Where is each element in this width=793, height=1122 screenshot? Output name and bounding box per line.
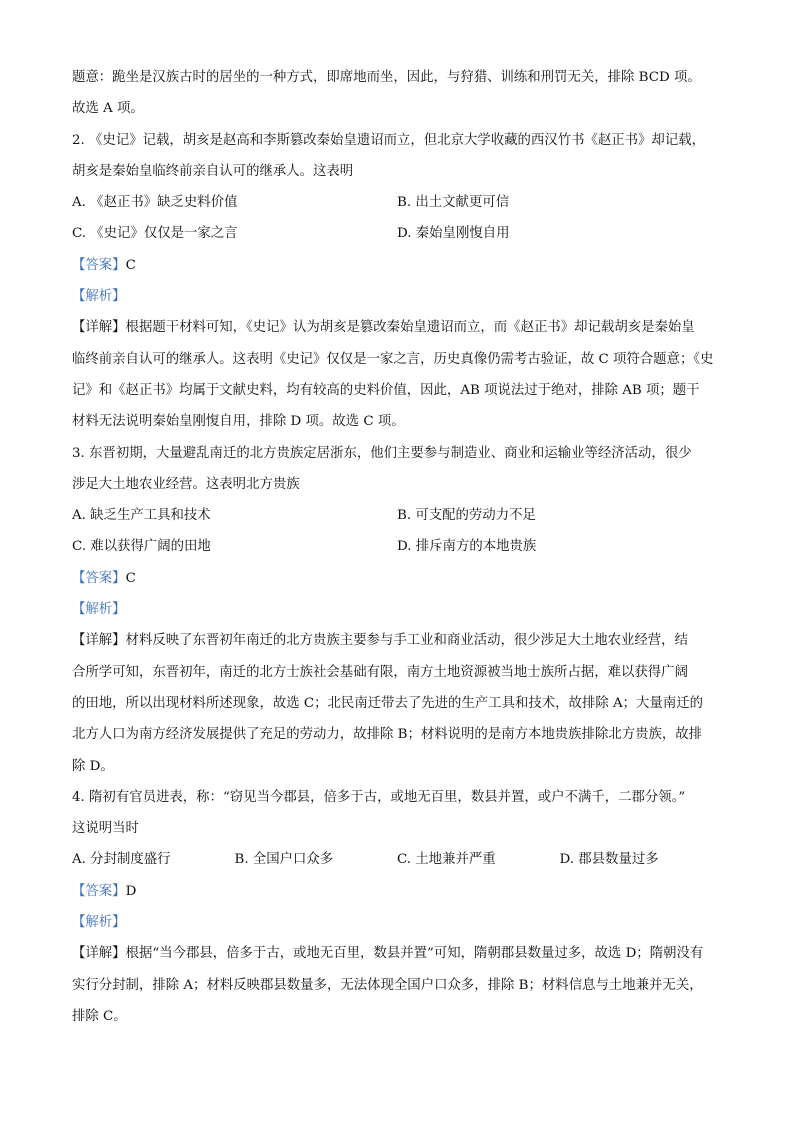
detail-line: 记》和《赵正书》均属于文献史料，均有较高的史料价值，因此，AB 项说法过于绝对，排除 AB 项；题干 [72,382,700,398]
analysis-line [72,281,722,312]
option-a: A. 缺乏生产工具和技术 [72,508,211,524]
option-row [72,844,722,875]
intro-line: 题意：跪坐是汉族古时的居坐的一种方式，即席地而坐，因此，与狩猎、训练和刑罚无关，排除 BCD 项。 [72,70,701,85]
answer-line [72,563,722,594]
option-a: A. 《赵正书》缺乏史料价值 [72,195,238,211]
option-b: B. 可支配的劳动力不足 [397,508,536,524]
question-4 [72,782,722,1032]
option-d: D. 郡县数量过多 [559,852,659,868]
analysis-tag: 【解析】 [72,602,126,618]
answer-tag: 【答案】 [72,570,126,586]
option-c: C. 土地兼并严重 [397,852,496,868]
option-row [72,218,722,249]
question-stem-line: 4. 隋初有官员进表，称：“窃见当今郡县，倍多于古，或地无百里，数县并置，或户不满千，二郡分领。” [72,789,686,805]
detail-line: 除 D。 [72,758,114,774]
detail-line: 实行分封制，排除 A；材料反映郡县数量多，无法体现全国户口众多，排除 B；材料信息与土地兼并无关， [72,977,703,993]
question-stem-line: 3. 东晋初期，大量避乱南迁的北方贵族定居浙东，他们主要参与制造业、商业和运输业等经济活动，很少 [72,445,692,461]
option-row [72,500,722,531]
option-a: A. 分封制度盛行 [72,852,171,868]
detail-line: 【详解】根据题干材料可知，《史记》认为胡亥是篡改秦始皇遗诏而立，而《赵正书》却记载胡亥是秦始皇 [72,320,695,336]
option-row [72,187,722,218]
question-3 [72,438,722,782]
analysis-line [72,907,722,938]
detail-line: 材料无法说明秦始皇刚愎自用，排除 D 项。故选 C 项。 [72,414,405,430]
detail-line: 【详解】根据“当今郡县，倍多于古，或地无百里，数县并置”可知，隋朝郡县数量过多，故选 D；隋朝没有 [72,946,704,962]
option-d: D. 秦始皇刚愎自用 [397,226,510,242]
option-c: C. 《史记》仅仅是一家之言 [72,226,238,242]
document-page [72,62,722,1032]
question-2 [72,125,722,438]
option-b: B. 全国户口众多 [234,852,334,868]
option-d: D. 排斥南方的本地贵族 [397,539,537,555]
answer-value: C [125,257,136,273]
detail-line: 合所学可知，东晋初年，南迁的北方士族社会基础有限，南方土地资源被当地士族所占据，难以获得广阔 [72,664,688,680]
intro-section [72,62,722,125]
intro-line: 故选 A 项。 [72,101,144,117]
answer-value: C [125,570,136,586]
detail-line: 排除 C。 [72,1008,127,1024]
analysis-tag: 【解析】 [72,289,126,305]
option-c: C. 难以获得广阔的田地 [72,539,211,555]
option-b: B. 出土文献更可信 [397,195,510,211]
question-stem-line: 涉足大土地农业经营。这表明北方贵族 [72,476,300,492]
detail-line: 的田地，所以出现材料所述现象，故选 C；北民南迁带去了先进的生产工具和技术，故排除 A；大量南迁的 [72,695,704,711]
question-stem-line: 2. 《史记》记载，胡亥是赵高和李斯篡改秦始皇遗诏而立，但北京大学收藏的西汉竹书《赵正书》却记载， [72,132,705,148]
analysis-tag: 【解析】 [72,915,126,931]
detail-line: 临终前亲自认可的继承人。这表明《史记》仅仅是一家之言，历史真像仍需考古验证，故 C 项符合题意；《史 [72,351,714,367]
detail-line: 北方人口为南方经济发展提供了充足的劳动力，故排除 B；材料说明的是南方本地贵族排除北方贵族，故排 [72,727,703,743]
question-stem-line: 胡亥是秦始皇临终前亲自认可的继承人。这表明 [72,163,354,179]
answer-line [72,250,722,281]
answer-line [72,876,722,907]
question-stem-line: 这说明当时 [72,821,139,837]
option-row [72,531,722,562]
analysis-line [72,594,722,625]
detail-line: 【详解】材料反映了东晋初年南迁的北方贵族主要参与手工业和商业活动，很少涉足大土地农业经营，结 [72,633,688,649]
answer-tag: 【答案】 [72,883,126,899]
answer-value: D [125,883,137,899]
answer-tag: 【答案】 [72,257,126,273]
